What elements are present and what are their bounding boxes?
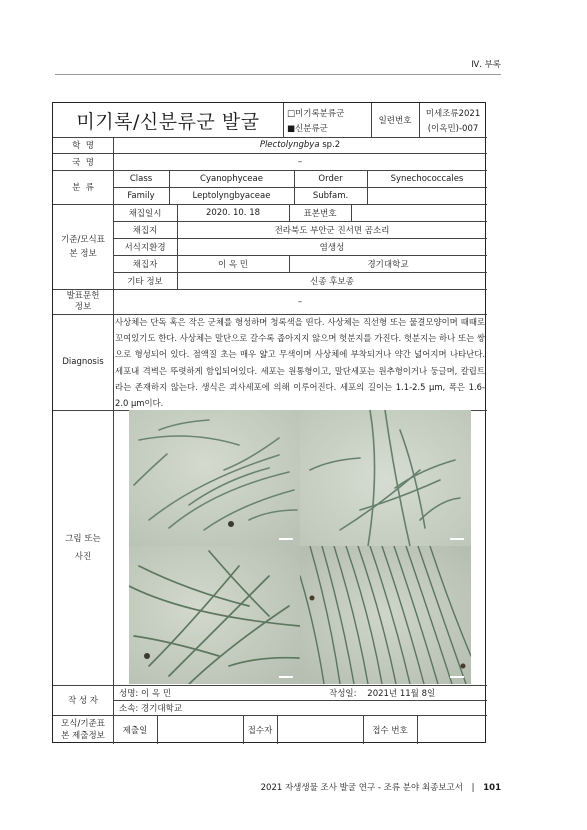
option-unrecorded: □미기록분류군 [287,108,345,119]
submission-label [53,715,113,744]
specimen-label [53,204,113,289]
classification-label: 분 류 [72,183,94,193]
figure-label [53,410,113,685]
serial-line1: 미세조류2021 [425,108,481,119]
date-label: 채집일시 [128,208,162,219]
order-label: Order [318,173,343,184]
specimen-no-label: 표본번호 [303,208,337,219]
site-value: 전라북도 부안군 진서면 곰소리 [274,225,390,236]
author-affiliation: 소속: 경기대학교 [119,703,183,714]
other-label: 기타 정보 [127,276,163,287]
submit-date-label: 제출일 [122,725,148,736]
diagnosis-text: 사상체는 단독 혹은 작은 군체를 형성하며 청록색을 띤다. 사상체는 직선형 또는 물결모양이며 때때로 꼬여있기도 한다. 사상체는 말단으로 갈수록 좁아지지 않으며 헛분지를 가진다. 헛분지는 하나 또는 쌍으로 형성되어 있다. 점액질 초는 매우 얇고 무색이며 사상체에 부착되거나 약간 넓어지며 나타난다. 세포내 격벽은 뚜렷하게 함입되어있다. 세포는 원통형이고, 말단세포는 원추형이거나 둥글며, 칼립트라는 존재하지 않는다. 생식은 괴사세포에 의해 이루어진다. 세포의 길이는 1.1-2.5 μm, 폭은 1.6-2.0 μm이다. [115,317,485,409]
serial-label: 일련번호 [378,116,412,126]
site-label: 채집지 [132,225,158,236]
korean-name-label: 국 명 [72,157,94,168]
family-value: Leptolyngbyaceae [192,190,271,201]
specimen-no-value [351,204,487,221]
serial-line2: (이옥민)-007 [427,123,479,134]
card-title: 미기록/신분류군 발굴 [76,110,260,133]
subfam-label: Subfam. [312,190,349,201]
header-section: Ⅳ. 부록 [471,60,501,70]
micrograph-bottom-right [300,546,471,684]
receipt-no-label: 접수 번호 [372,725,408,736]
habitat-value: 염생성 [319,242,345,253]
receiver-value [277,715,363,744]
collector-value: 이 옥 민 [217,259,249,270]
submission-label-line1: 모식/기준표 [61,718,105,729]
genus-name: Plectolyngbya [259,140,320,150]
footer-text: 2021 자생생물 조사 발굴 연구 - 조류 분야 최종보고서 [260,783,463,793]
author-date: 작성일: 2021년 11월 8일 [329,688,436,699]
micrograph-bottom-left [129,546,300,684]
option-new-taxon: ■신분류군 [287,123,328,134]
specimen-label-line1: 기준/모식표 [61,234,105,245]
other-value: 신종 후보종 [310,276,354,287]
scientific-name-label: 학 명 [72,141,94,151]
publication-label-line2: 정보 [74,301,92,312]
habitat-label: 서식지환경 [124,242,166,253]
scientific-name-value [113,137,487,153]
micrograph-top-left [129,410,300,546]
publication-label [53,289,113,314]
receipt-no-value [417,715,487,744]
submit-date-value [157,715,243,744]
submission-label-line2: 본 제출정보 [61,730,105,741]
record-card [52,102,486,743]
page-number: 101 [483,783,501,793]
figure-label-line1: 그림 또는 [65,533,101,544]
publication-label-line1: 발표문헌 [66,290,100,301]
class-label: Class [129,173,153,184]
species-suffix: sp.2 [319,140,341,150]
specimen-label-line2: 본 정보 [69,248,97,259]
author-name: 성명: 이 옥 민 [119,688,172,699]
date-value: 2020. 10. 18 [205,207,261,218]
header-rule [55,74,501,75]
author-label: 작 성 자 [67,696,99,706]
page-footer [261,781,501,793]
class-value: Cyanophyceae [200,173,263,184]
receiver-label: 접수자 [247,725,273,736]
korean-name-value: – [297,156,303,167]
order-value: Synechococcales [390,173,464,184]
figure-label-line2: 사진 [74,551,92,562]
subfam-value [367,187,487,204]
diagnosis-label: Diagnosis [62,357,104,367]
collector-label: 채집자 [132,259,158,270]
family-label: Family [127,190,155,201]
footer-separator: | [471,783,475,793]
micrograph-top-right [300,410,471,546]
affiliation-value: 경기대학교 [367,259,409,270]
publication-value: – [297,296,303,307]
